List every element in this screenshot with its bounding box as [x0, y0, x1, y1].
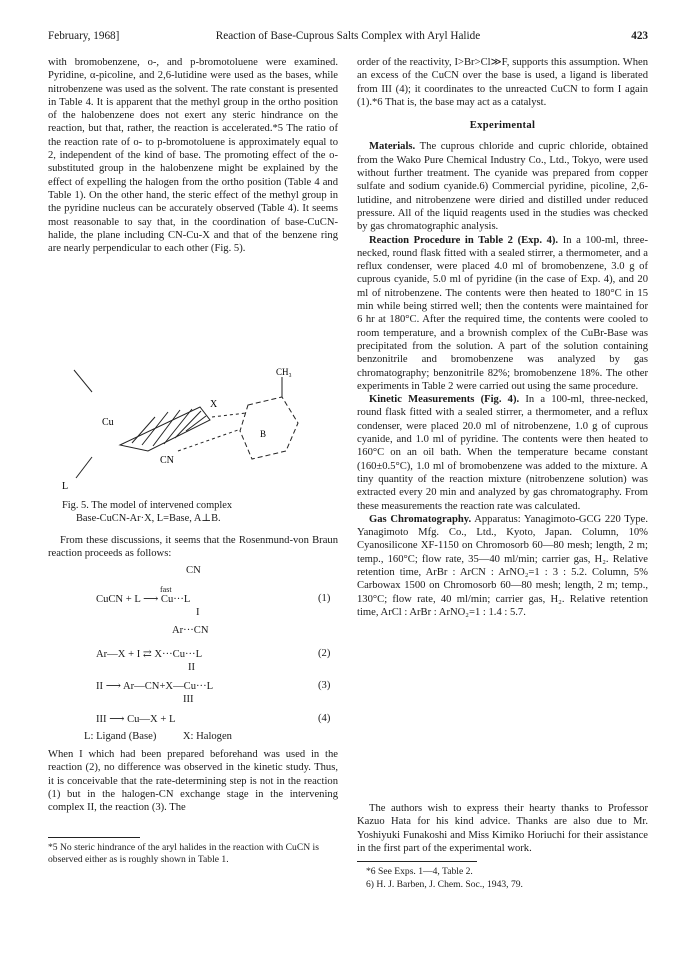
equation-4: III ⟶ Cu—X + L: [96, 714, 176, 725]
gas-chromatography-paragraph: Gas Chromatography. Apparatus: Yanagimoto-GCG 220 Type. Yanagimoto Mfg. Co., Ltd., Kyoto, Japan. Column, 10% Cyanosilicone XF-1150 on Chromosorb 60—80 mesh; length, 2 m; temp., 160°C; flow rate, 35—40 ml/min; carrier gas, H₂. Relative retention time, ArBr : ArCN : ArNO₂=1 : 3 : 5.2. Column, 5% Carbowax 1500 on Chromosorb 60—80 mesh; length, 2 m; temp., 130°C; flow rate, 40 ml/min; carrier gas, H₂. Relative retention time, ArCl : ArBr : ArNO₂=1 : 1.4 : 5.7.: [357, 513, 648, 618]
bond-upper-left: [74, 370, 92, 392]
label-cn: CN: [160, 455, 174, 466]
footnote-5: *5 No steric hindrance of the aryl halides in the reaction with CuCN is observed either as is roughly shown in Table 1.: [48, 842, 319, 865]
running-header: [48, 30, 648, 46]
right-paragraph-0: order of the reactivity, I>Br>Cl≫F, supports this assumption. When an excess of the CuCN over the base is used, a ligand is liberated from III (4); it coordinates to the unreacted CuCN to form I again (1).*6 That is, the base may act as a catalyst.: [357, 57, 648, 108]
label-ch3: CH₃: [276, 367, 292, 377]
right-footnote-rule: [357, 861, 477, 862]
label-l: L: [62, 481, 69, 492]
scheme-legend: L: Ligand (Base) X: Halogen: [84, 731, 232, 742]
left-paragraph-1: with bromobenzene, o-, and p-bromotoluene were examined. Pyridine, α-picoline, and 2,6-lutidine were used as the bases, while nitrobenzene was used as the solvent. The rate constant is presented in Table 4. It is apparent that the methyl group in the ortho position of the halobenzene does not exert any steric hindrance on the reaction, but that, rather, the reaction is accelerated.*5 The ratio of the reaction rate of o- to p-bromotoluene is approximately equal to 2, independent of the kind of base. The promoting effect of the o-substituted group in the halobenzene might be explained by the effect of expelling the halogen from the ortho position (Table 4 and Table 1). On the other hand, the steric effect of the methyl group in the pyridine nucleus can be accurately observed (Table 4). It seems most reasonable to say that, in the coordination of base-CuCN-halide, the plane including CN-Cu-X and that of the benzene ring are nearly perpendicular to each other (Fig. 5).: [48, 57, 338, 255]
equation-2: Ar—X + I ⇄ X···Cu···L: [96, 649, 203, 660]
reference-6: 6) H. J. Barben, J. Chem. Soc., 1943, 79.: [366, 879, 523, 890]
section-heading: Experimental: [469, 120, 536, 132]
left-paragraph-3: When I which had been prepared beforehand was used in the reaction (2), no difference was observed in the kinetic study. Thus, it is conceivable that the rate-determining step is not in the reaction (1) but in the halogen-CN exchange stage in the intervening complex II, the reaction (3). The: [48, 749, 338, 814]
left-paragraph-2: From these discussions, it seems that the Rosenmund-von Braun reaction proceeds as follows:: [48, 535, 338, 560]
right-column: [357, 56, 648, 619]
page-number: 423: [631, 30, 648, 42]
materials-paragraph: Materials. The cuprous chloride and cupric chloride, obtained from the Wako Pure Chemical Industry Co., Ltd., Tokyo, were used without further treatment. The cyanide was prepared from copper sulfate and sodium cyanide.6) Commercial pyridine, picoline, 2,6-lutidine, and nitrobenzene were diried and distilled under reduced pressure. All of the liquid reagents used in the studies was checked by gas chromatographic analysis.: [357, 141, 648, 233]
kinetic-paragraph: Kinetic Measurements (Fig. 4). In a 100-ml, three-necked, round flask fitted with a sealed stirrer, a thermometer, and a reflux condenser, were placed 20.0 ml of nitrobenzene, 1.0 g of cuprous cyanide, and 1.0 ml of pyridine. The contents were then heated to 160°C on an oil bath. When the temperature became constant (160±0.5°C), 1.0 ml of bromobenzene was added to the mixture. A tiny quantity of the reaction mixture (nitrobenzene solution) was extracted every 20 min and analyzed by gas chromatography. From these measurements the reaction rate was calculated.: [357, 394, 648, 512]
footnote-rule: [48, 837, 140, 838]
header-date: February, 1968]: [48, 30, 120, 42]
label-cu: Cu: [102, 417, 114, 428]
footnote-6: *6 See Exps. 1—4, Table 2.: [366, 866, 473, 877]
label-b: B: [260, 429, 267, 439]
bond-lower-left: [76, 457, 92, 478]
label-x: X: [210, 399, 218, 410]
acknowledgement: The authors wish to express their hearty thanks to Professor Kazuo Hata for his kind advice. Thanks are also due to Mr. Yoshiyuki Funakoshi and Miss Kimiko Horiuchi for their assistance in the first part of the experimental work.: [357, 803, 648, 854]
plane-b-ring: [240, 397, 298, 459]
equation-3: II ⟶ Ar—CN+X—Cu···L: [96, 681, 214, 692]
figure-5-model: [60, 365, 330, 495]
equation-1: CuCN + L ⟶ Cu···L: [96, 594, 191, 605]
header-title: Reaction of Base-Cuprous Salts Complex with Aryl Halide: [215, 30, 481, 42]
reaction-procedure-paragraph: Reaction Procedure in Table 2 (Exp. 4). In a 100-ml, three-necked, round flask fitted with a sealed stirrer, a thermometer, and a reflux condenser, were placed 4.0 ml of bromobenzene, 3.0 g of cuprous cyanide, 5.0 ml of pyridine (in the case of Exp. 4), and 20 ml of nitrobenzene. The contents were then heated to 180°C in 15 min while being stirred well; then the contents were maintained for 6 hr at 180°C. After the required time, the contents were cooled to room temperature, and a brownish complex of the CuBr-Base was precipitated from the solution. A part of the solution containing benzonitrile and bromobenzene was analyzed by gas chromatography; benzonitrile 82%; bromobenzene 18%. The other experiments in Table 2 were carried out using the same procedure.: [357, 234, 648, 392]
figure-caption: Fig. 5. The model of intervened complex Base-CuCN-Ar·X, L=Base, A⊥B.: [62, 500, 233, 524]
